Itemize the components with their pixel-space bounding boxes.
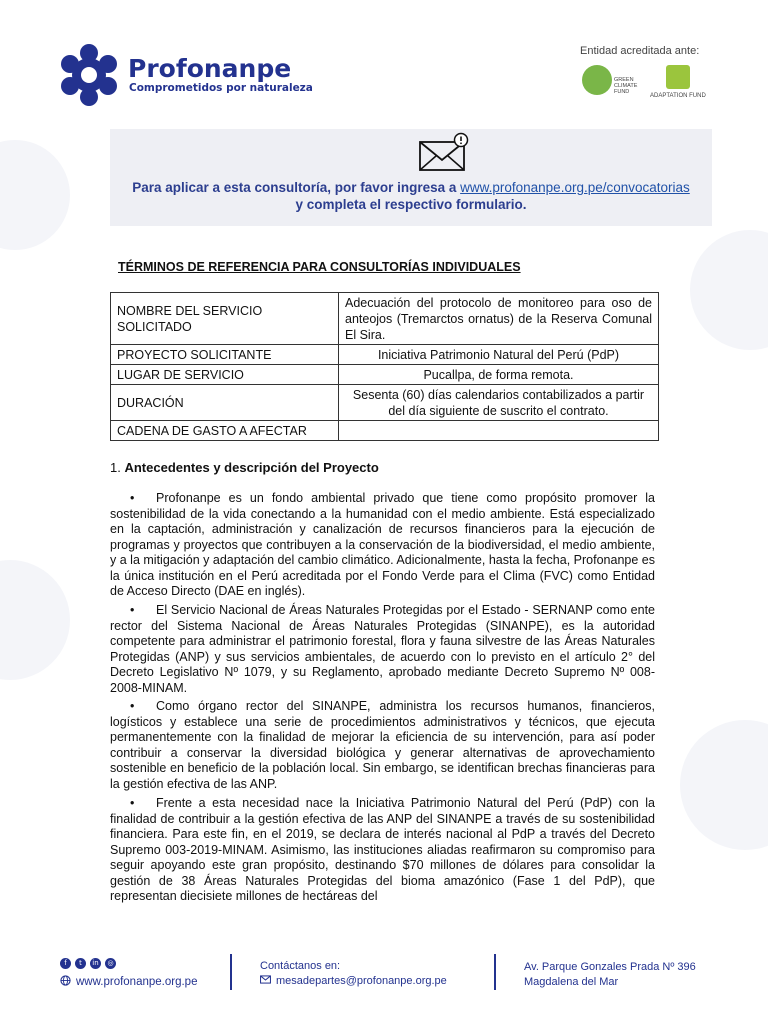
table-row [111,365,659,385]
accreditation [580,45,740,99]
paragraph [110,603,655,696]
row-label: DURACIÓN [111,385,339,421]
table-row [111,293,659,345]
address-line: Magdalena del Mar [524,976,619,988]
row-value: Iniciativa Patrimonio Natural del Perú (PdP) [339,345,659,365]
apply-instructions [110,179,712,213]
row-label: PROYECTO SOLICITANTE [111,345,339,365]
brand-tagline: Comprometidos por naturaleza [129,82,313,94]
paragraph [110,796,655,905]
instagram-icon[interactable]: ◎ [105,958,116,969]
globe-icon [60,975,71,989]
background-pattern [680,720,768,850]
twitter-icon[interactable]: t [75,958,86,969]
footer-divider [494,954,496,990]
background-pattern [0,560,70,680]
accreditation-label: Entidad acreditada ante: [580,45,700,57]
bullet: • [130,491,135,505]
row-label: CADENA DE GASTO A AFECTAR [111,421,339,441]
bullet: • [130,603,135,617]
paragraph-text: El Servicio Nacional de Áreas Naturales Protegidas por el Estado - SERNANP como ente rector del Sistema Nacional de Áreas Naturales Protegidas (SINANPE), es la autoridad competente para administrar el patrimonio forestal, flora y fauna silvestre de las Áreas Naturales Protegidas (ANP) y sus servicios ambientales, de acuerdo con lo previsto en el artículo 2° del Decreto Legislativo Nº 1079, y su Reglamento, aprobado mediante Decreto Supremo Nº 008-2008-MINAM. [110,603,655,695]
table-row [111,421,659,441]
website-text: www.profonanpe.org.pe [76,976,198,988]
row-label: NOMBRE DEL SERVICIO SOLICITADO [111,293,339,345]
website-link[interactable] [60,975,197,989]
address-line: Av. Parque Gonzales Prada Nº 396 [524,961,696,973]
section-heading [110,460,379,475]
table-row [111,345,659,365]
paragraph-text: Profonanpe es un fondo ambiental privado que tiene como propósito promover la sostenibilidad de la vida conectando a la humanidad con el medio ambiente. Está especializado en la captación, administración y canalización de recursos financieros para la ejecución de programas y proyectos que contribuyen a la conservación de la biodiversidad, el medio ambiente, y a la mitigación y adaptación del cambio climático. Adicionalmente, hasta la fecha, Profonanpe es la única institución en el Perú acreditada por el Fondo Verde para el Clima (FVC) como Entidad de Acceso Directo (DAE en inglés). [110,491,655,598]
profonanpe-logo-icon [58,44,120,106]
paragraph [110,491,655,600]
linkedin-icon[interactable]: in [90,958,101,969]
footer [0,950,768,1000]
tdr-table [110,292,659,441]
row-value: Pucallpa, de forma remota. [339,365,659,385]
gcf-text: GREEN CLIMATE FUND [614,77,638,95]
document-title: TÉRMINOS DE REFERENCIA PARA CONSULTORÍAS INDIVIDUALES [118,260,521,274]
gcf-globe-icon [582,65,612,95]
table-row [111,385,659,421]
row-label: LUGAR DE SERVICIO [111,365,339,385]
apply-line2: y completa el respectivo formulario. [295,197,527,212]
mail-icon [260,975,271,987]
contact-label: Contáctanos en: [260,960,341,972]
af-text: ADAPTATION FUND [650,93,706,99]
paragraph-text: Frente a esta necesidad nace la Iniciativa Patrimonio Natural del Perú (PdP) con la finalidad de contribuir a la gestión efectiva de las ANP del SINANPE a través de su sostenibilidad financiera. Para este fin, en el 2019, se declara de interés nacional al PdP a través del Decreto Supremo 003-2019-MINAM. Asimismo, las instituciones aliadas reafirmaron su compromiso para seguir apoyando este gran propósito, destinando $70 millones de dólares para consolidar la gestión de 38 Áreas Naturales Protegidas del bioma amazónico (Fase 1 del PdP), que representan diecisiete millones de hectáreas del [110,796,655,903]
adaptation-fund-icon [666,65,690,89]
bullet: • [130,796,135,810]
apply-line1: Para aplicar a esta consultoría, por favor ingresa a [132,180,457,195]
paragraph [110,699,655,792]
background-pattern [690,230,768,350]
facebook-icon[interactable]: f [60,958,71,969]
bullet: • [130,699,135,713]
convocatorias-link[interactable]: www.profonanpe.org.pe/convocatorias [460,180,690,195]
brand-name: Profonanpe [128,54,292,83]
contact-email-text: mesadepartes@profonanpe.org.pe [276,975,447,987]
envelope-alert-icon [416,132,472,178]
background-pattern [0,140,70,250]
row-value: Adecuación del protocolo de monitoreo para oso de anteojos (Tremarctos ornatus) de la Reserva Comunal El Sira. [339,293,659,345]
contact-email-link[interactable] [260,975,447,987]
footer-divider [230,954,232,990]
brand-logo[interactable] [58,44,313,106]
apply-banner [110,129,712,226]
row-value [339,421,659,441]
row-value: Sesenta (60) días calendarios contabilizados a partir del día siguiente de suscrito el contrato. [339,385,659,421]
address [524,960,696,990]
section-number: 1. [110,460,121,475]
social-links [60,958,116,969]
section-title: Antecedentes y descripción del Proyecto [124,460,379,475]
paragraph-text: Como órgano rector del SINANPE, administra los recursos humanos, financieros, logísticos y establece una serie de procedimientos administrativos y técnicos, que ejecuta permanentemente con la finalidad de mejorar la eficiencia de su intervención, para así poder contribuir a conservar la diversidad biológica y generar alternativas de aprovechamiento sostenible en beneficio de la población local. Sin embargo, se identifican brechas financieras para la gestión efectiva de las ANP. [110,699,655,791]
